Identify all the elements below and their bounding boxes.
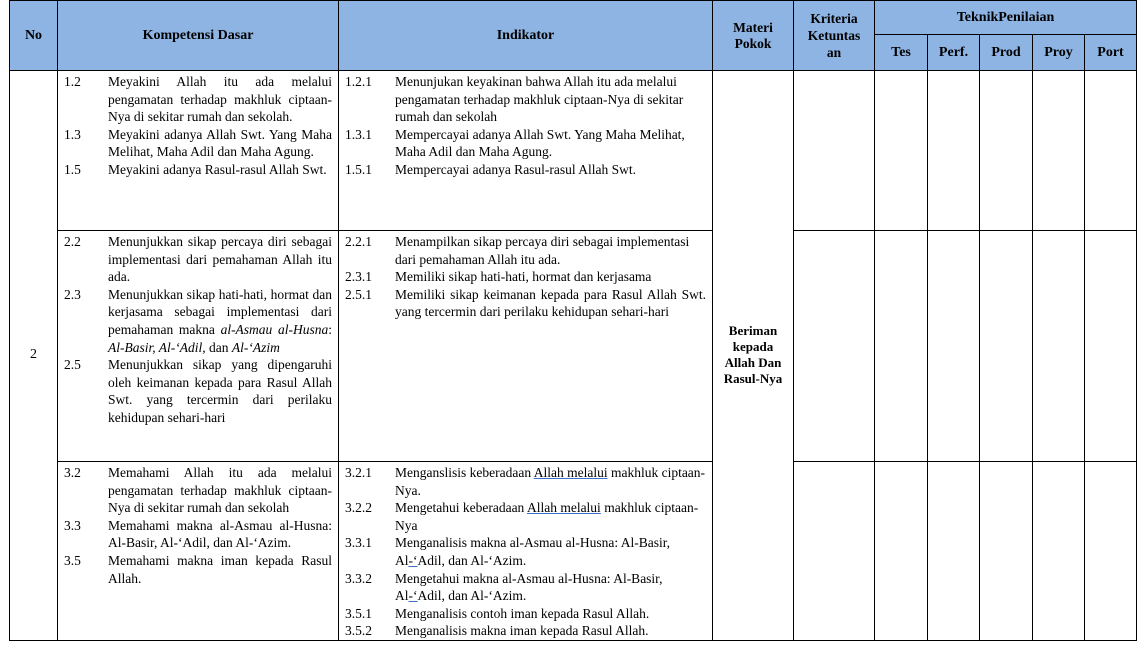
kd-item	[64, 517, 332, 552]
kd-num: 1.5	[64, 161, 81, 177]
ind-num: 1.3.1	[345, 126, 372, 142]
materi-pokok-cell	[713, 71, 794, 641]
ind-num: 3.2.1	[345, 465, 372, 480]
proy-cell	[1033, 462, 1085, 641]
header-materi-pokok	[713, 1, 794, 71]
kd-text: Memahami makna iman kepada Rasul Allah.	[108, 552, 332, 586]
header-prod: Prod	[980, 35, 1033, 71]
ind-text: Mempercayai adanya Allah Swt. Yang Maha Melihat, Maha Adil dan Maha Agung.	[395, 126, 685, 160]
kd-text: Meyakini adanya Rasul-rasul Allah Swt.	[108, 161, 327, 177]
ind-item	[345, 622, 706, 640]
kd-text-part: :	[328, 321, 332, 337]
header-no: No	[10, 1, 58, 71]
ind-text-underlined: Allah melalui	[533, 465, 608, 480]
ind-text	[395, 499, 706, 534]
perf-cell	[928, 71, 980, 231]
kd-num: 3.5	[64, 552, 81, 568]
ind-text: Memiliki sikap hati-hati, hormat dan kerjasama	[395, 269, 652, 285]
ind-item	[345, 161, 706, 179]
tes-cell	[875, 462, 928, 641]
tes-cell	[875, 71, 928, 231]
ind-num: 1.2.1	[345, 74, 372, 89]
ind-text-underlined: -‘	[408, 588, 418, 604]
kriteria-cell	[794, 71, 875, 231]
ind-item	[345, 570, 706, 605]
header-kriteria-line3: an	[826, 45, 842, 60]
kd-text: Menunjukkan sikap yang dipengaruhi oleh keimanan kepada para Rasul Allah Swt. yang tercermin dari perilaku kehidupan sehari-hari	[108, 357, 332, 425]
header-perf: Perf.	[928, 35, 980, 71]
ind-text: Menganalisis contoh iman kepada Rasul Allah.	[395, 605, 650, 621]
ind-item	[345, 286, 706, 321]
ind-text: Menampilkan sikap percaya diri sebagai implementasi dari pemahaman Allah itu ada.	[395, 234, 690, 267]
port-cell	[1085, 462, 1137, 641]
kd-num: 3.2	[64, 465, 81, 480]
kd-cell	[58, 462, 339, 641]
ind-item	[345, 499, 706, 534]
header-materi-line1: Materi	[733, 19, 773, 35]
kd-item	[64, 464, 332, 517]
materi-line: Rasul-Nya	[723, 371, 783, 387]
kd-item	[64, 233, 332, 286]
kd-item	[64, 161, 332, 179]
ind-text-part: Menganslisis keberadaan	[395, 465, 534, 480]
kd-num: 1.2	[64, 74, 81, 89]
kd-item	[64, 552, 332, 587]
ind-text-part: Adil, dan Al-‘Azim.	[417, 552, 527, 568]
header-kriteria-line2: Ketuntas	[807, 28, 861, 43]
tes-cell	[875, 231, 928, 462]
table-row	[10, 71, 1137, 231]
kd-num: 2.3	[64, 286, 81, 302]
kd-text-italic: Al-‘Azim	[231, 339, 280, 355]
ind-text-part: Menganalisis makna al-Asmau al-Husna: Al-Basir, Al	[395, 535, 671, 568]
kd-text: Memahami makna al-Asmau al-Husna: Al-Basir, Al-‘Adil, dan Al-‘Azim.	[108, 517, 332, 551]
ind-text-underlined: -‘	[408, 552, 418, 568]
header-proy: Proy	[1033, 35, 1085, 71]
ind-num: 2.5.1	[345, 286, 372, 302]
indikator-cell	[339, 462, 713, 641]
port-cell	[1085, 71, 1137, 231]
kd-text-italic: al-Asmau al-Husna	[220, 321, 329, 337]
ind-num: 3.3.1	[345, 535, 372, 551]
kd-cell	[58, 71, 339, 231]
ind-item	[345, 126, 706, 161]
materi-line: Allah Dan	[724, 355, 782, 371]
prod-cell	[980, 71, 1033, 231]
kd-num: 2.5	[64, 357, 81, 373]
prod-cell	[980, 462, 1033, 641]
proy-cell	[1033, 231, 1085, 462]
ind-text-underlined: Allah melalui	[526, 500, 601, 516]
kriteria-cell	[794, 231, 875, 462]
row-number: 2	[10, 71, 58, 641]
header-teknik-penilaian: TeknikPenilaian	[875, 1, 1137, 35]
ind-item	[345, 605, 706, 623]
ind-text-part: makhluk ciptaan-Nya.	[395, 465, 706, 498]
ind-num: 2.3.1	[345, 269, 372, 285]
kd-num: 2.2	[64, 234, 81, 249]
table-row	[10, 462, 1137, 641]
indikator-cell	[339, 231, 713, 462]
header-indikator: Indikator	[339, 1, 713, 71]
ind-item	[345, 233, 706, 268]
ind-num: 3.3.2	[345, 570, 372, 586]
ind-item	[345, 534, 706, 569]
ind-num: 3.2.2	[345, 500, 372, 516]
ind-text-part: Mengetahui makna al-Asmau al-Husna: Al-Basir, Al	[395, 570, 663, 604]
kd-item	[64, 73, 332, 126]
ind-item	[345, 464, 706, 499]
header-tes: Tes	[875, 35, 928, 71]
kd-text: Memahami Allah itu ada melalui pengamatan terhadap makhluk ciptaan-Nya di sekitar rumah dan sekolah	[108, 465, 332, 516]
kd-text: Meyakini Allah itu ada melalui pengamatan terhadap makhluk ciptaan-Nya di sekitar rumah dan sekolah.	[108, 74, 332, 125]
ind-text-part: Mengetahui keberadaan	[395, 500, 527, 516]
ind-num: 1.5.1	[345, 161, 372, 177]
ind-item	[345, 268, 706, 286]
header-kriteria-line1: Kriteria	[810, 11, 858, 26]
ind-text-part: Adil, dan Al-‘Azim.	[417, 588, 527, 604]
ind-text-part: makhluk ciptaan-Nya	[395, 500, 699, 533]
ind-text	[395, 464, 706, 499]
ind-num: 3.5.1	[345, 605, 372, 621]
kd-text: Meyakini adanya Allah Swt. Yang Maha Melihat, Maha Adil dan Maha Agung.	[108, 126, 332, 160]
header-materi-line2: Pokok	[734, 35, 772, 51]
kd-item	[64, 356, 332, 426]
materi-line: Beriman	[728, 323, 778, 339]
perf-cell	[928, 231, 980, 462]
ind-num: 3.5.2	[345, 623, 372, 639]
port-cell	[1085, 231, 1137, 462]
kd-text	[108, 286, 332, 356]
kd-text-italic: Al-Basir, Al-‘Adil,	[108, 339, 206, 355]
header-kriteria	[794, 1, 875, 71]
kd-item	[64, 286, 332, 356]
competency-table	[9, 0, 1137, 641]
kd-cell	[58, 231, 339, 462]
indikator-cell	[339, 71, 713, 231]
kd-text: Menunjukkan sikap percaya diri sebagai implementasi dari pemahaman Allah itu ada.	[108, 234, 332, 285]
ind-text: Memiliki sikap keimanan kepada para Rasul Allah Swt. yang tercermin dari perilaku kehidupan sehari-hari	[395, 286, 706, 320]
ind-item	[345, 73, 706, 126]
kd-text-part: dan	[205, 339, 232, 355]
kd-num: 3.3	[64, 517, 81, 533]
ind-text: Menunjukan keyakinan bahwa Allah itu ada melalui pengamatan terhadap makhluk ciptaan-Nya di sekitar rumah dan sekolah	[395, 74, 684, 125]
kriteria-cell	[794, 462, 875, 641]
kd-num: 1.3	[64, 126, 81, 142]
kd-text-part: Menunjukkan sikap hati-hati, hormat dan kerjasama sebagai implementasi dari pemahaman makna	[108, 286, 332, 337]
ind-text: Mempercayai adanya Rasul-rasul Allah Swt.	[395, 161, 637, 177]
proy-cell	[1033, 71, 1085, 231]
header-port: Port	[1085, 35, 1137, 71]
kd-item	[64, 126, 332, 161]
ind-text	[395, 570, 706, 605]
header-kompetensi-dasar: Kompetensi Dasar	[58, 1, 339, 71]
ind-text: Menganalisis makna iman kepada Rasul Allah.	[395, 623, 649, 639]
ind-num: 2.2.1	[345, 234, 372, 249]
prod-cell	[980, 231, 1033, 462]
ind-text	[395, 534, 706, 569]
materi-line: kepada	[732, 339, 774, 355]
perf-cell	[928, 462, 980, 641]
table-row	[10, 231, 1137, 462]
